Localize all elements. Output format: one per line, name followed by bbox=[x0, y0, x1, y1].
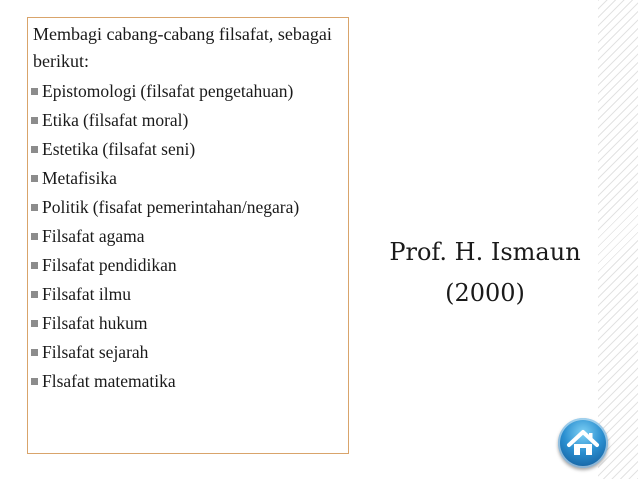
bullet-square-icon bbox=[31, 378, 38, 385]
item-label: Metafisika bbox=[42, 168, 117, 188]
bullet-square-icon bbox=[31, 88, 38, 95]
bullet-square-icon bbox=[31, 175, 38, 182]
item-label: Filsafat sejarah bbox=[42, 342, 149, 362]
list-item bbox=[31, 283, 346, 306]
list-item bbox=[31, 138, 346, 161]
item-note: (filsafat pengetahuan) bbox=[140, 81, 294, 101]
attribution bbox=[360, 232, 610, 314]
item-label: Filsafat hukum bbox=[42, 313, 148, 333]
bullet-square-icon bbox=[31, 233, 38, 240]
item-label: Filsafat pendidikan bbox=[42, 255, 177, 275]
item-label: Epistomologi bbox=[42, 81, 137, 101]
author-year: (2000) bbox=[445, 279, 525, 307]
home-icon bbox=[558, 418, 608, 468]
list-item bbox=[31, 370, 346, 393]
item-label: Etika bbox=[42, 110, 79, 130]
bullet-square-icon bbox=[31, 349, 38, 356]
list-item bbox=[31, 341, 346, 364]
item-note: (filsafat seni) bbox=[102, 139, 196, 159]
list-item bbox=[31, 167, 346, 190]
item-note: (filsafat moral) bbox=[82, 110, 189, 130]
list-item bbox=[31, 225, 346, 248]
list-item bbox=[31, 196, 346, 219]
item-label: Flsafat matematika bbox=[42, 371, 176, 391]
list-item bbox=[31, 109, 346, 132]
bullet-square-icon bbox=[31, 117, 38, 124]
item-note: (fisafat pemerintahan/negara) bbox=[92, 197, 300, 217]
list-item bbox=[31, 80, 346, 103]
home-button[interactable] bbox=[558, 418, 608, 468]
bullet-square-icon bbox=[31, 320, 38, 327]
bullet-square-icon bbox=[31, 262, 38, 269]
item-label: Politik bbox=[42, 197, 89, 217]
author-name: Prof. H. Ismaun bbox=[389, 238, 581, 266]
intro-text: Membagi cabang-cabang filsafat, sebagai berikut: bbox=[33, 24, 332, 71]
bullet-square-icon bbox=[31, 146, 38, 153]
item-label: Filsafat ilmu bbox=[42, 284, 131, 304]
branch-list bbox=[31, 80, 346, 399]
item-label: Filsafat agama bbox=[42, 226, 145, 246]
bullet-square-icon bbox=[31, 204, 38, 211]
bullet-square-icon bbox=[31, 291, 38, 298]
item-label: Estetika bbox=[42, 139, 99, 159]
list-item bbox=[31, 312, 346, 335]
list-item bbox=[31, 254, 346, 277]
